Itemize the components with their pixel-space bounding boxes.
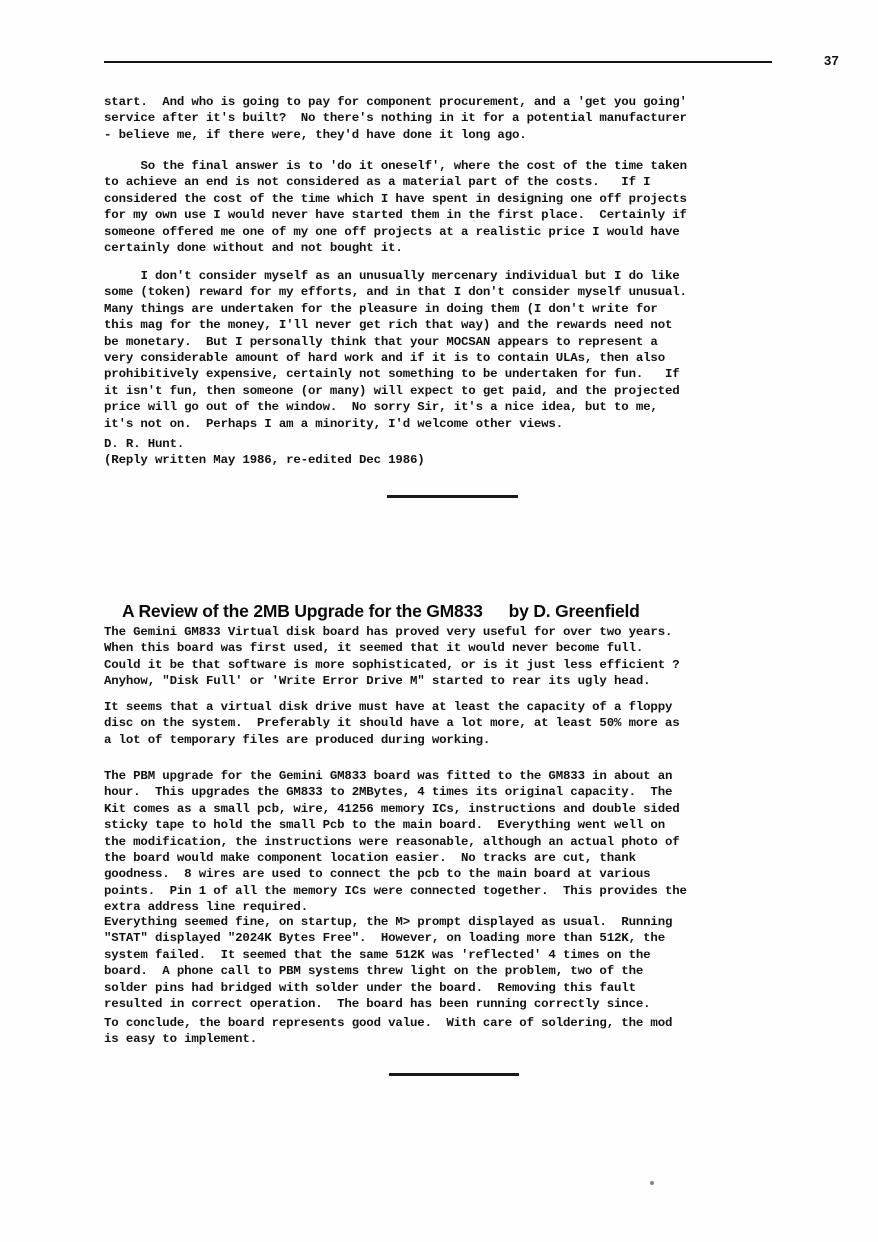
paragraph-conclusion: To conclude, the board represents good value. With care of soldering, the mod is easy to implement. <box>104 1016 673 1047</box>
article-byline: by D. Greenfield <box>508 601 640 621</box>
paragraph-mercenary: I don't consider myself as an unusually mercenary individual but I do like some (token) reward for my efforts, and in that I don't consider myself unusual. Many things are undertaken for the pleasure in doing them (I don't write for this mag for the money, I'll never get rich that way) and the rewards need not be monetary. But I personally think that your MOCSAN appears to represent a very considerable amount of hard work and if it is to contain ULAs, then also prohibitively expensive, certainly not something to be undertaken for fun. If it isn't fun, then someone (or many) will expect to get paid, and the projected price will go out of the window. No sorry Sir, it's a nice idea, but to me, it's not on. Perhaps I am a minority, I'd welcome other views. <box>104 269 687 431</box>
paragraph-final-answer: So the final answer is to 'do it oneself', where the cost of the time taken to achieve an end is not considered as a material part of the costs. If I considered the cost of the time which I have spent in designing one off projects for my own use I would never have started them in the first place. Certainly if someone offered me one of my one off projects at a realistic price I would have certainly done without and not bought it. <box>104 159 687 256</box>
article-title: A Review of the 2MB Upgrade for the GM833 <box>122 601 483 621</box>
scan-speck <box>650 1181 654 1185</box>
paragraph-startup-fault: Everything seemed fine, on startup, the M> prompt displayed as usual. Running "STAT" displayed "2024K Bytes Free". However, on loading more than 512K, the system failed. It seemed that the same 512K was 'reflected' 4 times on the board. A phone call to PBM systems threw light on the problem, two of the solder pins had bridged with solder under the board. Removing this fault resulted in correct operation. The board has been running correctly since. <box>104 915 673 1012</box>
paragraph-start: start. And who is going to pay for component procurement, and a 'get you going' service after it's built? No there's nothing in it for a potential manufacturer - believe me, if there were, they'd have done it long ago. <box>104 95 687 142</box>
paragraph-virtual-capacity: It seems that a virtual disk drive must have at least the capacity of a floppy disc on the system. Preferably it should have a lot more, at least 50% more as a lot of temporary files are produced during working. <box>104 700 680 747</box>
section-divider-top <box>387 495 518 498</box>
page-number: 37 <box>823 53 839 68</box>
paragraph-gemini-intro: The Gemini GM833 Virtual disk board has proved very useful for over two years. When this board was first used, it seemed that it would never become full. Could it be that software is more sophisticated, or is it just less efficient ? Anyhow, "Disk Full' or 'Write Error Drive M" started to rear its ugly head. <box>104 625 680 689</box>
paragraph-pbm-upgrade: The PBM upgrade for the Gemini GM833 board was fitted to the GM833 in about an hour. This upgrades the GM833 to 2MBytes, 4 times its original capacity. The Kit comes as a small pcb, wire, 41256 memory ICs, instructions and double sided sticky tape to hold the small Pcb to the main board. Everything went well on the modification, the instructions were reasonable, although an actual photo of the board would make component location easier. No tracks are cut, thank goodness. 8 wires are used to connect the pcb to the main board at various points. Pin 1 of all the memory ICs were connected together. This provides the extra address line required. <box>104 769 687 915</box>
header-rule <box>104 61 772 63</box>
signature-block: D. R. Hunt. (Reply written May 1986, re-edited Dec 1986) <box>104 437 425 468</box>
section-divider-bottom <box>389 1073 519 1076</box>
page-header <box>104 52 839 74</box>
